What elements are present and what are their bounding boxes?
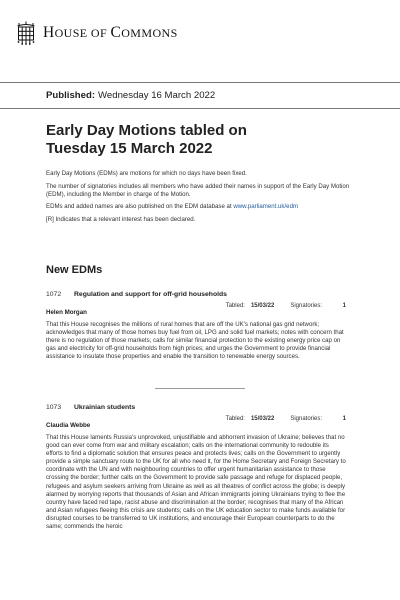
intro-paragraph: The number of signatories includes all members who have added their names in support of the Early Day Motion (EDM), including the Member in charge of the Motion. (46, 182, 350, 198)
intro-paragraph: [R] Indicates that a relevant interest has been declared. (46, 215, 196, 223)
edm-meta: Tabled: 15/03/22 Signatories: 1 (225, 416, 346, 422)
edm-entry (46, 404, 346, 531)
page-header (16, 18, 178, 48)
edm-title: Regulation and support for off-grid households (74, 291, 227, 298)
section-heading: New EDMs (46, 264, 103, 276)
edm-text: That this House recognises the millions of rural homes that are off the UK’s national gas grid network; acknowledges that many of those homes buy fuel from oil, LPG and solid fuel markets; notes with concern that there is no regulation of those markets; calls for similar financial protection to the existing energy price cap on gas and electricity for off-grid households from high prices; and urges the Government to provide financial assistance to insulate those properties and enable the transition to renewable energy sources. (46, 321, 344, 361)
edm-sponsor: Claudia Webbe (46, 422, 91, 429)
portcullis-icon (16, 20, 36, 46)
edm-entry (46, 291, 346, 361)
document-title: Early Day Motions tabled on Tuesday 15 March 2022 (46, 122, 247, 157)
divider (155, 388, 245, 389)
published-label: Published: (46, 90, 96, 101)
edm-database-link[interactable]: www.parliament.uk/edm (233, 203, 299, 211)
edm-number: 1072 (46, 291, 62, 298)
intro-paragraph: Early Day Motions (EDMs) are motions for which no days have been fixed. (46, 170, 247, 177)
signatories-count: 1 (342, 303, 346, 309)
organization-name: HOUSE OF COMMONS (43, 24, 178, 41)
edm-title: Ukrainian students (74, 404, 136, 411)
edm-text: That this House laments Russia’s unprovoked, unjustifiable and abhorrent invasion of Ukraine; believes that no good can ever come from war and military escalation; calls on the international community to redouble its efforts to find a diplomatic solution that ensures peace and protects lives; calls on the Government to urgently provide a simple sanctuary route to the UK for all who need it, for the Home Secretary and Foreign Secretary to coordinate with the UN and with neighbouring countries to offer urgent humanitarian assistance to those crossing the border; further calls on the Government to provide safe passage and refuge for displaced people, refugees and asylum seekers arriving from Ukraine as well as all theatres of conflict across the globe; is deeply alarmed by worrying reports that thousands of Asian and African immigrants joining Ukrainians trying to flee the country have faced red tape, racist abuse and discrimination at the border; recognises that many of the African and Asian refugees fleeing this crisis are students; calls on the UK education sector to make funds available for disrupted courses to be transferred to UK institutions, and encourage their European counterparts to do the same; commends the heroic (46, 434, 346, 531)
published-band (0, 82, 400, 109)
intro-paragraph: EDMs and added names are also published on the EDM database at www.parliament.uk/edm (46, 203, 299, 211)
published-date: Wednesday 16 March 2022 (98, 90, 216, 101)
edm-sponsor: Helen Morgan (46, 309, 87, 316)
signatories-count: 1 (342, 416, 346, 422)
tabled-date: 15/03/22 (250, 303, 275, 309)
intro-section (46, 170, 362, 228)
tabled-date: 15/03/22 (250, 416, 275, 422)
edm-number: 1073 (46, 404, 62, 411)
edm-meta: Tabled: 15/03/22 Signatories: 1 (225, 303, 346, 309)
